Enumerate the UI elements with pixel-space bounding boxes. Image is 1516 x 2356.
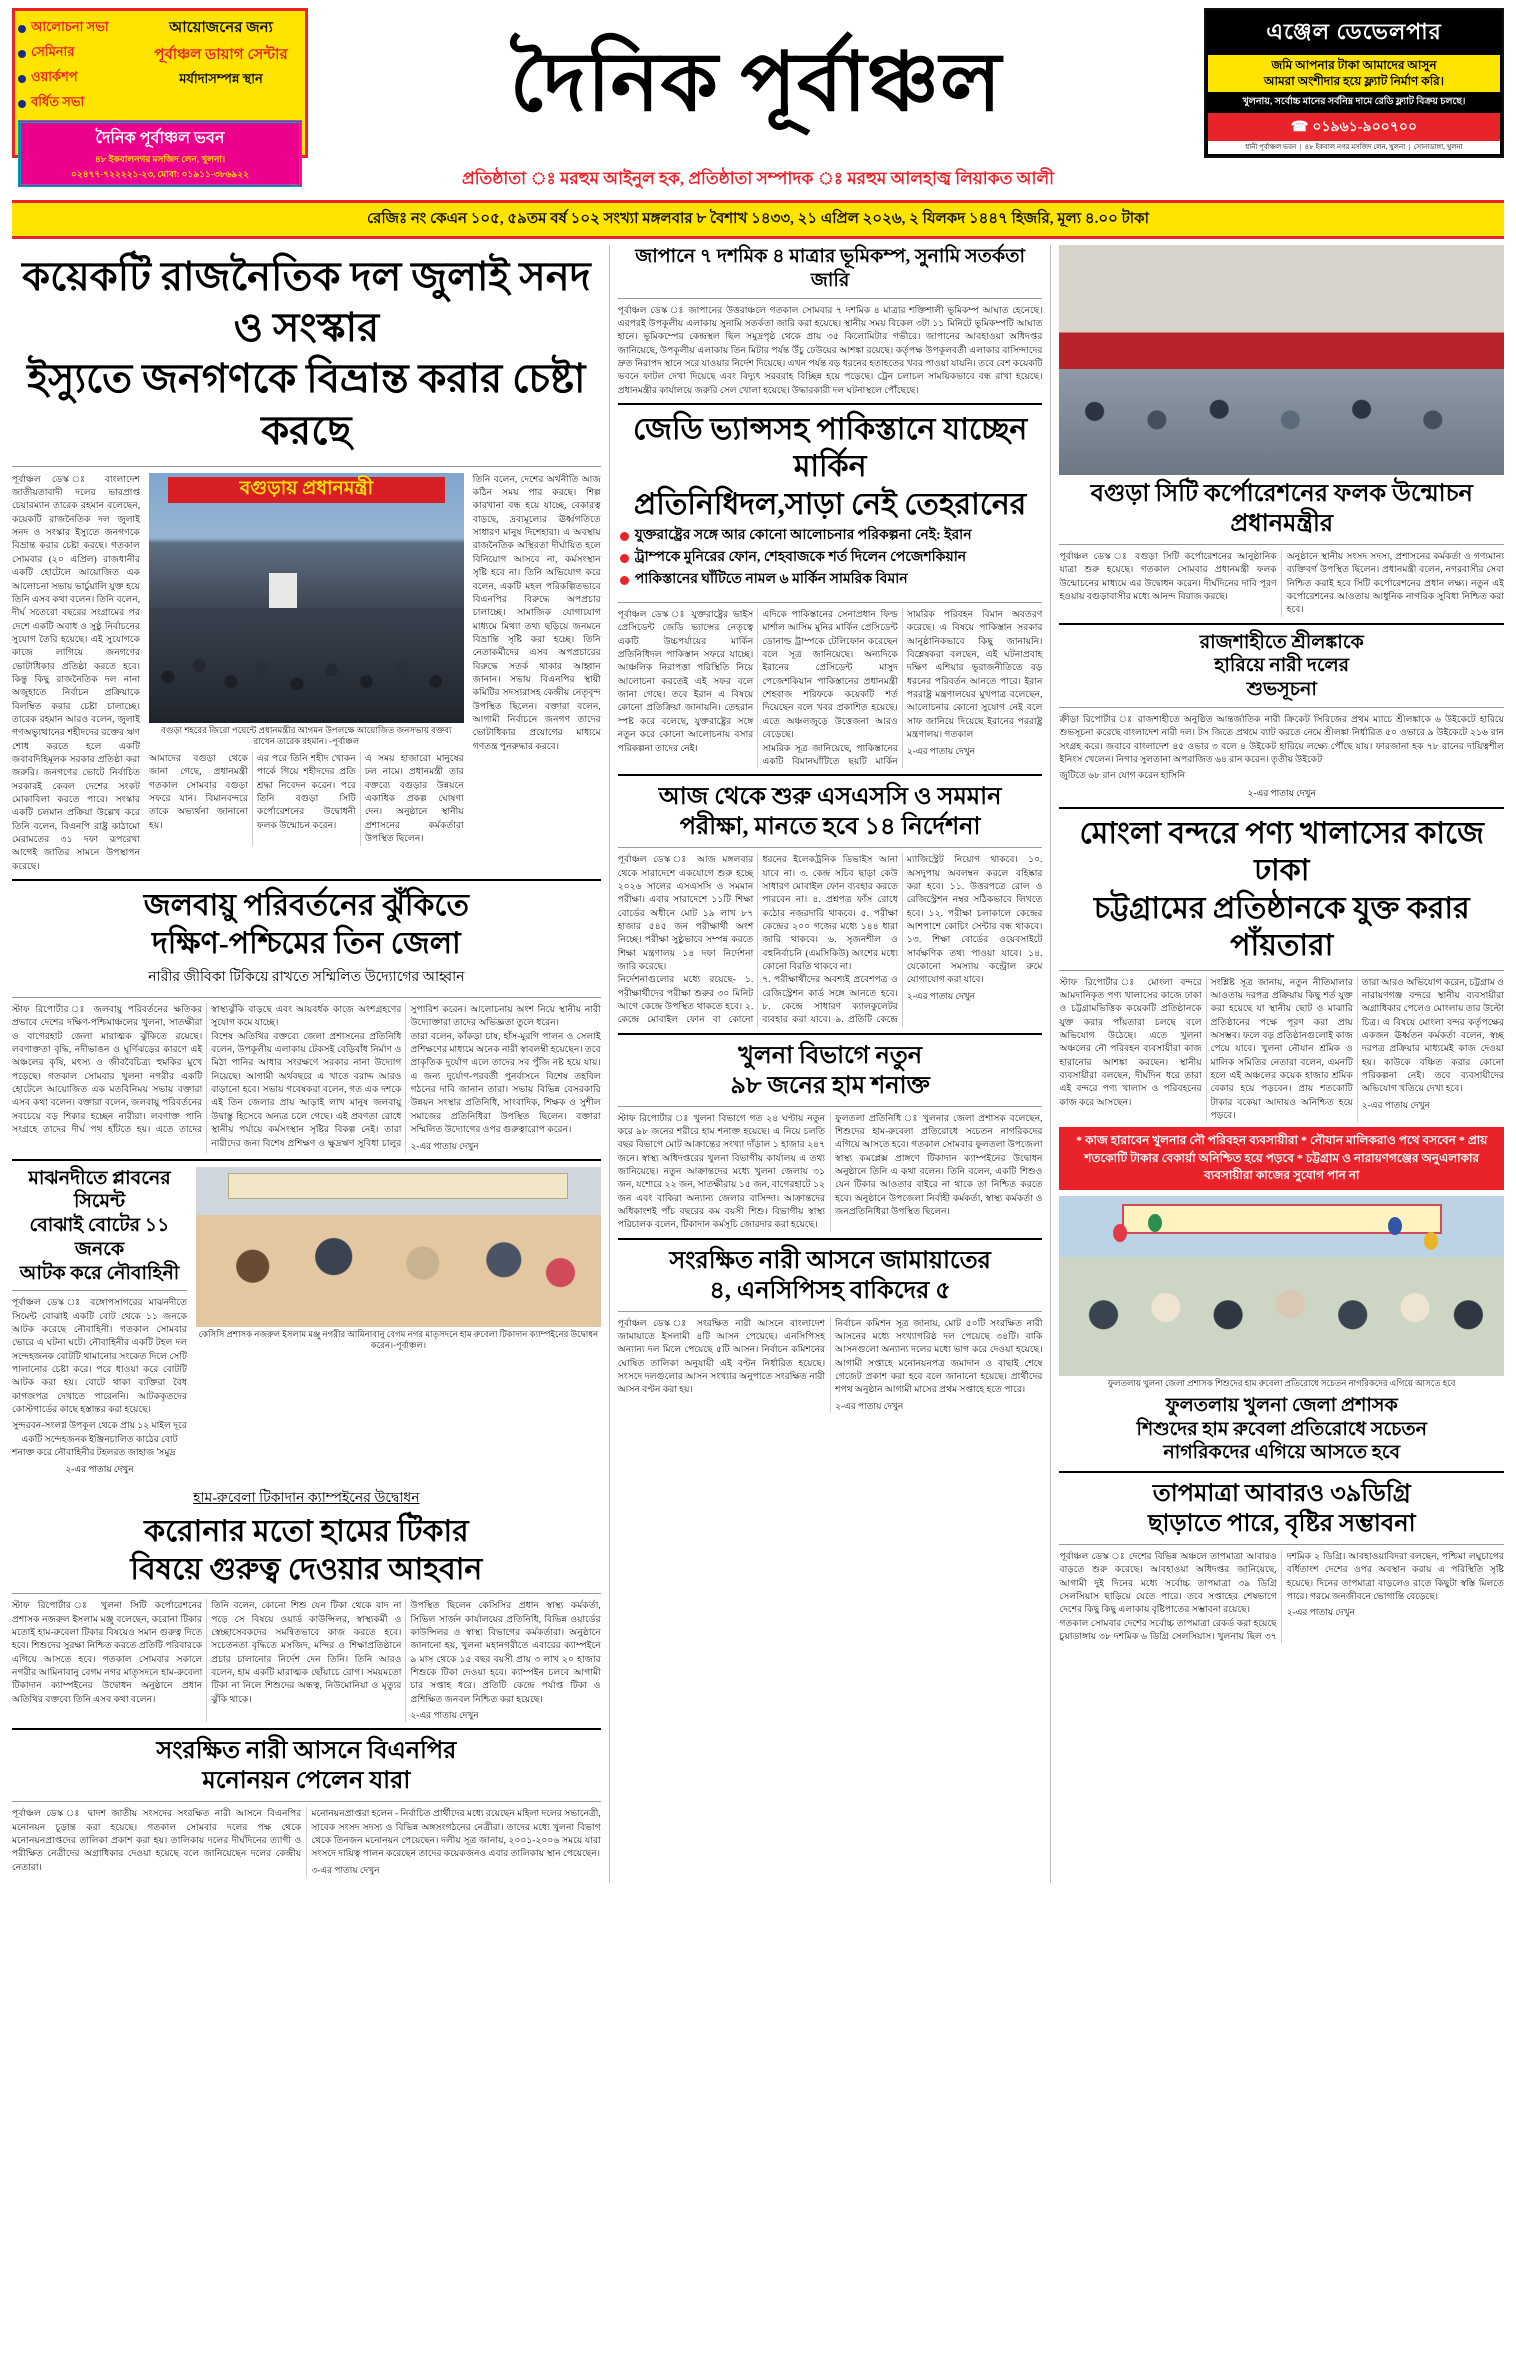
ad-right-black-line: খুলনায়, সর্বোচ্চ মানের সর্বনিম্ন দামে রেডি ফ্ল্যাট বিক্রয় চলছে। (1242, 97, 1466, 108)
lead-col2: তিনি বলেন, দেশের অর্থনীতি আজ কঠিন সময় পার করছে। শিল্প কারখানা বন্ধ হয়ে যাচ্ছে, বেকারত্ব বাড়ছে, দ্রব্যমূল্যের ঊর্ধ্বগতিতে সাধারণ মানুষ দিশেহারা। এ অবস্থায় রাজনৈতিক অস্থিরতা দীর্ঘায়িত হলে বিনিয়োগ আসবে না, কর্মসংস্থান সৃষ্টি হবে না। তিনি অভিযোগ করে বলেন, একটি মহল পরিকল্পিতভাবে বিএনপির বিরুদ্ধে অপপ্রচার চালাচ্ছে। সামাজিক যোগাযোগ মাধ্যমে মিথ্যা তথ্য ছড়িয়ে জনমনে বিভ্রান্তি সৃষ্টি করা হচ্ছে। তিনি নেতাকর্মীদের এসব অপপ্রচারের বিরুদ্ধে সতর্ক থাকার আহ্বান জানান। সভায় বিএনপির স্থায়ী কমিটির সদস্যরাসহ কেন্দ্রীয় নেতৃবৃন্দ উপস্থিত ছিলেন। বক্তারা বলেন, আগামী নির্বাচনে জনগণ তাদের ভোটাধিকার প্রয়োগের মাধ্যমে গণতন্ত্র পুনরুদ্ধার করবে। (472, 473, 601, 751)
rally-photo (149, 473, 464, 723)
rajshahi-headline-line3: শুভসূচনা (1246, 679, 1317, 701)
article-cement-row (12, 1167, 601, 1478)
divider (618, 1033, 1043, 1035)
ad-left-text-block (140, 14, 302, 118)
ncp-women-continuation: ২-এর পাতায় দেখুন (835, 1400, 904, 1411)
pakistan-col2: এদিকে পাকিস্তানের সেনাপ্রধান ফিল্ড মার্শাল আসিম মুনির মার্কিন প্রেসিডেন্ট ডোনাল্ড ট্রাম্পকে টেলিফোন করেছেন বলে সূত্র জানিয়েছে। অন্যদিকে ইরানের প্রেসিডেন্ট মাসুদ পেজেশকিয়ান পাকিস্তানের প্রধানমন্ত্রী শেহবাজ শরিফকে কয়েকটি শর্ত দিয়েছেন বলে খবর প্রকাশিত হয়েছে। এতে অঞ্চলজুড়ে উত্তেজনা আরও বেড়েছে। (762, 609, 898, 740)
vaccine-col3-text: উপস্থিত ছিলেন কেসিসির প্রধান স্বাস্থ্য কর্মকর্তা, সিভিল সার্জন কার্যালয়ের প্রতিনিধি, বিভিন্ন ওয়ার্ডের কাউন্সিলর ও স্বাস্থ্য বিভাগের কর্মকর্তারা। অনুষ্ঠানে জানানো হয়, খুলনা মহানগরীতে এবারের ক্যাম্পইনে ৯ মাস থেকে ১৫ বছর বয়সী প্রায় ৩ লাখ ২০ হাজার শিশুকে টিকা দেওয়া হবে। ক্যাম্পইন চলবে আগামী চার সপ্তাহ ধরে। প্রতিটি কেন্দ্রে পর্যাপ্ত টিকা ও প্রশিক্ষিত জনবল নিশ্চিত করা হয়েছে। (410, 1600, 601, 1704)
pakistan-col1: পূর্বাঞ্চল ডেস্ক ঃ যুক্তরাষ্ট্রের ভাইস প্রেসিডেন্ট জেডি ভ্যান্সের নেতৃত্বে একটি উচ্চপর্যায়ের মার্কিন প্রতিনিধিদল পাকিস্তান সফরে যাচ্ছে। আঞ্চলিক নিরাপত্তা পরিস্থিতি নিয়ে আলোচনা করতেই এই সফর বলে জানা গেছে। তবে ইরান এ বিষয়ে কোনো প্রতিক্রিয়া জানায়নি। তেহরান স্পষ্ট করে বলেছে, যুক্তরাষ্ট্রের সঙ্গে নতুন করে কোনো আলোচনায় বসার পরিকল্পনা তাদের নেই। (617, 609, 754, 753)
vaccine-continuation: ২-এর পাতায় দেখুন (410, 1710, 479, 1721)
article-climate (12, 887, 601, 1152)
divider (12, 1159, 601, 1161)
ssc-headline-line1: আজ থেকে শুরু এসএসসি ও সমমান (658, 784, 1002, 811)
lead-photo-block (149, 473, 464, 873)
climate-col2: বিশেষ অতিথির বক্তব্যে জেলা প্রশাসনের প্রতিনিধি বলেন, উপকূলীয় এলাকায় টেকসই বেড়িবাঁধ নির্মাণ ও মিঠা পানির আধার সংরক্ষণে সরকার নানা উদ্যোগ নিয়েছে। আগামী অর্থবছরে এ খাতে বরাদ্দ আরও বাড়ানো হবে। সভায় গবেষকরা বলেন, গত এক দশকে এই তিন জেলার প্রায় আড়াই লাখ মানুষ জলবায়ু উদ্বাস্তু হিসেবে অন্যত্র চলে গেছে। এই প্রবণতা রোধে স্থানীয় পর্যায়ে কর্মসংস্থান সৃষ্টির বিকল্প নেই। তারা নারীদের জন্য বিশেষ প্রশিক্ষণ ও ক্ষুদ্রঋণ সুবিধা চালুর সুপারিশ করেন। আলোচনায় অংশ নিয়ে স্থানীয় নারী উদ্যোক্তারা তাদের অভিজ্ঞতা তুলে ধরেন। (211, 1004, 601, 1148)
temperature-headline-line2: ছাড়াতে পারে, বৃষ্টির সম্ভাবনা (1147, 1511, 1416, 1538)
column-right (1059, 245, 1504, 1883)
fultala-headline-line1: ফুলতলায় খুলনা জেলা প্রশাসক (1165, 1394, 1398, 1416)
content-grid (12, 245, 1504, 1883)
ad-right-foot-right: সোনাডাঙ্গা, খুলনা (1413, 143, 1463, 152)
bogura-city-headline-line1: বগুড়া সিটি কর্পোরেশনের ফলক উন্মোচন প্রধানমন্ত্রীর (1090, 481, 1473, 537)
article-mongla (1059, 815, 1504, 1190)
article-lead (12, 245, 601, 873)
divider (12, 1593, 601, 1594)
lead-body-row (12, 473, 601, 873)
bnp-women-col2 (311, 1807, 600, 1876)
pakistan-bullet-label: ট্রাম্পকে মুনিরের ফোন, শেহবাজকে শর্ত দিলেন পেজেশকিয়ান (634, 550, 967, 566)
fultala-headline (1059, 1394, 1504, 1465)
bnp-women-headline-line1: সংরক্ষিত নারী আসনে বিএনপির (156, 1738, 457, 1765)
pakistan-bullet-item (620, 549, 1041, 568)
ad-left-footer-phone: ০২৪৭৭-৭২২২২১-২৩, মোবা: ০১৯১১-৩৮৬৯২২ (71, 169, 249, 179)
ad-right-yellow-line2: আমরা অংশীদার হয়ে ফ্ল্যাট নির্মাণ করি। (1263, 73, 1445, 88)
article-ssc (618, 782, 1043, 1026)
ad-right-phone-bar[interactable] (1208, 113, 1500, 141)
article-vaccine (12, 1483, 601, 1722)
cement-headline-line2: বোঝাই বোটের ১১ জনকে (29, 1215, 170, 1260)
ad-left-line1: আয়োজনের জন্য (169, 20, 273, 36)
bogura-city-body (1059, 550, 1504, 617)
ad-bullet-item (18, 18, 138, 39)
divider (12, 997, 601, 998)
pakistan-bullet-label: যুক্তরাষ্ট্রের সঙ্গে আর কোনো আলোচনার পরিকল্পনা নেই: ইরান (634, 528, 972, 544)
balloon-shape (1148, 1214, 1162, 1232)
date-registration-line: রেজিঃ নং কেএন ১০৫, ৫৯তম বর্ষ ১০২ সংখ্যা মঙ্গলবার ৮ বৈশাখ ১৪৩৩, ২১ এপ্রিল ২০২৬, ২ যিলকদ ১৪৪৭ হিজরি, মূল্য ৪.০০ টাকা (12, 200, 1504, 239)
ncp-women-col1: পূর্বাঞ্চল ডেস্ক ঃ সংরক্ষিত নারী আসনে বাংলাদেশ জামায়াতে ইসলামী ৪টি আসন পেয়েছে। এনসিপিসহ অন্যান্য দল মিলে পেয়েছে ৫টি আসন। নির্বাচন কমিশনের ঘোষিত তালিকা অনুযায়ী এই বণ্টন নির্ধারিত হয়েছে। সংসদে দলগুলোর আসন সংখ্যার অনুপাতে সংরক্ষিত নারী আসন বণ্টন করা হয়। (617, 1317, 826, 1395)
rajshahi-headline (1059, 631, 1504, 702)
article-khulna-measles (618, 1041, 1043, 1232)
lead-sub-col2: এর পরে তিনি শহীদ খোকন পার্কে গিয়ে শহীদদের প্রতি শ্রদ্ধা নিবেদন করেন। পরে তিনি বগুড়া সিটি কর্পোরেশনের উদ্বোধনী ফলক উন্মোচন করেন। (256, 753, 356, 830)
mongla-body (1059, 976, 1504, 1123)
ssc-col3-text: ৭. পরীক্ষার্থীদের অবশ্যই প্রবেশপত্র ও রেজিস্ট্রেশন কার্ড সঙ্গে আনতে হবে। ৮. কেন্দ্রে সাধারণ ক্যালকুলেটর ব্যবহার করা যাবে। ৯. প্রতিটি কেন্দ্রে ম্যাজিস্ট্রেট নিয়োগ থাকবে। ১০. অসদুপায় অবলম্বন করলে বহিষ্কার করা হবে। ১১. উত্তরপত্রে রোল ও রেজিস্ট্রেশন নম্বর সঠিকভাবে লিখতে হবে। ১২. পরীক্ষা চলাকালে কেন্দ্রের আশপাশে কোচিং সেন্টার বন্ধ থাকবে। ১৩. শিক্ষা বোর্ডের ওয়েবসাইটে সার্বক্ষণিক তথ্য পাওয়া যাবে। ১৪. যেকোনো সমস্যায় কন্ট্রোল রুমে যোগাযোগ করা যাবে। (762, 854, 1043, 1025)
ad-bullet-label: বর্ধিত সভা (31, 94, 85, 109)
temperature-headline-line1: তাপমাত্রা আবারও ৩৯ডিগ্রি (1152, 1481, 1411, 1508)
podium-photo-block (1059, 245, 1504, 617)
bnp-women-col2-text: মনোনয়নপ্রাপ্তরা হলেন - নির্বাচিত প্রার্থীদের মধ্যে রয়েছেন মহিলা দলের সভানেত্রী, সাবেক সংসদ সদস্য ও বিভিন্ন অঙ্গসংগঠনের নেত্রীরা। তাদের মধ্যে খুলনা বিভাগ থেকে তিনজন মনোনয়ন পেয়েছেন। দলীয় সূত্র জানায়, ২০০১-২০০৬ সময়ে যারা সংসদে দায়িত্ব পালন করেছেন তাদের কয়েকজনও এবার তালিকায় স্থান পেয়েছেন। (311, 1808, 601, 1859)
bnp-women-continuation: ৩-এর পাতায় দেখুন (311, 1864, 380, 1875)
ad-right-yellow-line1: জমি আপনার টাকা আমাদের আসুন (1271, 58, 1437, 72)
vaccine-body (12, 1599, 601, 1722)
temperature-continuation: ২-এর পাতায় দেখুন (1286, 1607, 1355, 1618)
article-japan (618, 245, 1043, 397)
bnp-women-headline (12, 1736, 601, 1796)
divider (618, 1311, 1043, 1312)
ad-right-yellow-block (1208, 55, 1500, 92)
divider (618, 1106, 1043, 1107)
balloon-shape (1388, 1217, 1402, 1235)
vaccine-col1: স্টাফ রিপোর্টার ঃ খুলনা সিটি কর্পোরেশনের প্রশাসক নজরুল ইসলাম মঞ্জু বলেছেন, করোনা টিকার মতোই হাম-রুবেলা টিকার বিষয়েও সমান গুরুত্ব দিতে হবে। শিশুদের সুরক্ষা নিশ্চিত করতে প্রতিটি পরিবারকে এগিয়ে আসতে হবে। গতকাল সোমবার সকালে নগরীর আমিনাবানু বেগম নগর মাতৃসদনে হাম-রুবেলা টিকাদান ক্যাম্পইনের উদ্বোধন অনুষ্ঠানে প্রধান অতিথির বক্তব্যে তিনি এসব কথা বলেন। (12, 1600, 203, 1704)
cement-headline-line3: আটক করে নৌবাহিনী (19, 1262, 180, 1284)
divider (12, 879, 601, 881)
pakistan-body (618, 608, 1043, 768)
ssc-headline (618, 782, 1043, 842)
ad-bullet-item (18, 43, 138, 64)
ad-left-top (18, 14, 302, 118)
japan-headline: জাপানে ৭ দশমিক ৪ মাত্রার ভূমিকম্প, সুনামি সতর্কতা জারি (635, 246, 1025, 291)
ncp-women-headline-line2: ৪, এনসিপিসহ বাকিদের ৫ (709, 1277, 951, 1304)
ad-bullet-item (18, 93, 138, 114)
ad-right-foot-mid: ৪৮ ইকবাল নগর মসজিদ লেন, খুলনা (1304, 143, 1406, 152)
ssc-continuation: ২-এর পাতায় দেখুন (906, 990, 976, 1001)
climate-continuation: ২-এর পাতায় দেখুন (410, 1140, 479, 1151)
ssc-body (618, 853, 1043, 1026)
lead-headline-line2: ইস্যুতে জনগণকে বিভ্রান্ত করার চেষ্টা করছে (27, 356, 586, 453)
fultala-photo-caption: ফুলতলায় খুলনা জেলা প্রশাসক শিশুদের হাম রুবেলা প্রতিরোধে সচেতন নাগরিকদের এগিয়ে আসতে হবে (1107, 1377, 1456, 1388)
divider (1059, 807, 1504, 809)
ncp-women-headline (618, 1246, 1043, 1306)
balloon-shape (1424, 1232, 1438, 1250)
lead-sub-col3: এ সময় হাজারো মানুষের ঢল নামে। প্রধানমন্ত্রী তার বক্তব্যে বগুড়ার উন্নয়নে একাধিক প্রকল্প ঘোষণা দেন। অনুষ্ঠানে স্থানীয় প্রশাসনের কর্মকর্তারা উপস্থিত ছিলেন। (364, 753, 464, 844)
article-pakistan (618, 411, 1043, 768)
cement-headline (12, 1167, 187, 1286)
divider (12, 1801, 601, 1802)
ad-left-footer-address: ৪৮ ইকবালনগর মসজিদ লেন, খুলনা। (94, 154, 226, 164)
lead-sub-col1: আমাদের বগুড়া থেকে জানা গেছে, প্রধানমন্ত্রী গতকাল সোমবার বগুড়া সফরে যান। বিমানবন্দরে তাকে অভ্যর্থনা জানানো হয়। (149, 753, 248, 830)
vaccine-photo-block (196, 1167, 601, 1478)
khulna-measles-headline-line1: খুলনা বিভাগে নতুন (738, 1042, 923, 1069)
ad-bullet-label: আলোচনা সভা (31, 19, 109, 34)
article-rajshahi (1059, 631, 1504, 801)
ad-left-footer-title: দৈনিক পূর্বাঞ্চল ভবন (95, 130, 225, 147)
crowd-shape (149, 608, 464, 723)
pakistan-headline-line2: প্রতিনিধিদল,সাড়া নেই তেহরানের (633, 487, 1027, 521)
ncp-women-headline-line1: সংরক্ষিত নারী আসনে জামায়াতের (669, 1247, 991, 1274)
climate-kicker: নারীর জীবিকা টিকিয়ে রাখতে সম্মিলিত উদ্যোগের আহ্বান (148, 970, 465, 986)
mongla-continuation: ২-এর পাতায় দেখুন (1361, 1099, 1431, 1110)
bnp-women-headline-line2: মনোনয়ন পেলেন যারা (202, 1768, 411, 1795)
climate-headline-line2: দক্ষিণ-পশ্চিমের তিন জেলা (151, 926, 461, 960)
cement-body: পূর্বাঞ্চল ডেস্ক ঃ বঙ্গোপসাগরের মাঝনদীতে সিমেন্ট বোঝাই একটি বোট থেকে ১১ জনকে আটক করেছে নৌবাহিনী। গতকাল সোমবার ভোরে এ ঘটনা ঘটে। নৌবাহিনীর একটি টহল দল সন্দেহজনক বোটটি থামানোর সংকেত দিলে সেটি পালানোর চেষ্টা করে। পরে ধাওয়া করে বোটটি আটক করা হয়। বোটে থাকা ব্যক্তিরা বৈধ কাগজপত্র দেখাতে পারেননি। আটককৃতদের কোস্টগার্ডের কাছে হস্তান্তর করা হয়েছে। (12, 1297, 187, 1415)
ad-right-phone: ০১৯৬১-৯০০৭০০ (1312, 120, 1418, 136)
ad-bullet-label: সেমিনার (31, 44, 75, 59)
ncp-women-body (618, 1317, 1043, 1413)
divider (1059, 623, 1504, 625)
pakistan-bullet-label: পাকিস্তানের ঘাঁটিতে নামল ৬ মার্কিন সামরিক বিমান (634, 572, 908, 588)
rajshahi-headline-line1: রাজশাহীতে শ্রীলঙ্কাকে (1199, 631, 1364, 653)
ad-right-title: এঞ্জেল ডেভেলপার (1266, 19, 1442, 44)
pakistan-headline (618, 411, 1043, 524)
lead-headline-line1: কয়েকটি রাজনৈতিক দল জুলাই সনদ ও সংস্কার (22, 254, 591, 351)
vaccine-col2: তিনি বলেন, কোনো শিশু যেন টিকা থেকে বাদ না পড়ে সে বিষয়ে ওয়ার্ড কাউন্সিলর, স্বাস্থ্যকর্মী ও স্বেচ্ছাসেবকদের সমন্বিতভাবে কাজ করতে হবে। সচেতনতা বৃদ্ধিতে মসজিদ, মন্দির ও শিক্ষাপ্রতিষ্ঠানে প্রচার চালানোর নির্দেশ দেন তিনি। তিনি আরও বলেন, হাম একটি মারাত্মক ছোঁয়াচে রোগ। সময়মতো টিকা না নিলে শিশুদের অন্ধত্ব, নিউমোনিয়া ও মৃত্যুর ঝুঁকি থাকে। (211, 1600, 402, 1704)
mongla-col2: সংশ্লিষ্ট সূত্র জানায়, নতুন নীতিমালার আওতায় দরপত্র প্রক্রিয়ায় কিছু শর্ত যুক্ত করা হয়েছে যা স্থানীয় ছোট ও মাঝারি প্রতিষ্ঠানের পক্ষে পূরণ করা প্রায় অসম্ভব। ফলে বড় প্রতিষ্ঠানগুলোই কাজ পেয়ে যাবে। খুলনা নৌযান শ্রমিক ও মালিক সমিতির নেতারা বলেন, এমনটি হলে এই অঞ্চলের কয়েক হাজার শ্রমিক বেকার হয়ে পড়বেন। প্রায় শতকোটি টাকার বকেয়া আদায়ও অনিশ্চিত হয়ে পড়বে। (1210, 976, 1353, 1121)
column-divider (609, 245, 610, 1883)
mongla-col3 (1362, 976, 1504, 1112)
rajshahi-continuation: ২-এর পাতায় দেখুন (1247, 787, 1316, 798)
fultala-headline-line3: নাগরিকদের এগিয়ে আসতে হবে (1163, 1442, 1401, 1464)
vaccination-photo (196, 1167, 601, 1327)
climate-col3 (410, 1030, 600, 1153)
rally-photo-banner: বগুড়ায় প্রধানমন্ত্রী (168, 477, 445, 503)
bnp-women-col1: পূর্বাঞ্চল ডেস্ক ঃ দ্বাদশ জাতীয় সংসদের সংরক্ষিত নারী আসনে বিএনপির মনোনয়ন চূড়ান্ত করা হয়েছে। গতকাল সোমবার দলের পক্ষ থেকে মনোনয়নপ্রাপ্তদের তালিকা প্রকাশ করা হয়। তালিকায় দলের দীর্ঘদিনের ত্যাগী ও পরীক্ষিত নেত্রীদের অগ্রাধিকার দেওয়া হয়েছে বলে জানিয়েছেন দলের কেন্দ্রীয় নেতারা। (12, 1808, 302, 1872)
mongla-headline-line2: চট্টগ্রামের প্রতিষ্ঠানকে যুক্ত করার পাঁয়তারা (1093, 891, 1470, 963)
mongla-col1: স্টাফ রিপোর্টার ঃ মোংলা বন্দরে আমদানিকৃত পণ্য খালাসের কাজে ঢাকা ও চট্টগ্রামভিত্তিক কয়েকটি প্রতিষ্ঠানকে যুক্ত করার পাঁয়তারা চলছে বলে অভিযোগ উঠেছে। এতে খুলনা অঞ্চলের নৌ পরিবহন ব্যবসায়ীরা কাজ হারানোর আশঙ্কা করছেন। স্থানীয় ব্যবসায়ীরা বলছেন, দীর্ঘদিন ধরে তারা এই বন্দরে পণ্য খালাস ও পরিবহনের কাজ করে আসছেন। (1059, 976, 1202, 1107)
ad-left-footer (18, 120, 302, 187)
vaccine-headline (12, 1513, 601, 1588)
article-cement (12, 1167, 187, 1478)
vaccine-kicker: হাম-রুবেলা টিকাদান ক্যাম্পইনের উদ্বোধন (193, 1491, 420, 1507)
climate-col1: স্টাফ রিপোর্টার ঃ জলবায়ু পরিবর্তনের ক্ষতিকর প্রভাবে দেশের দক্ষিণ-পশ্চিমাঞ্চলের খুলনা, সাতক্ষীরা ও বাগেরহাট জেলা মারাত্মক ঝুঁকিতে রয়েছে। লবণাক্ততা বৃদ্ধি, নদীভাঙন ও ঘূর্ণিঝড়ের কারণে এই অঞ্চলের কৃষি, মৎস্য ও জীববৈচিত্র্য হুমকির মুখে পড়েছে। গতকাল সোমবার খুলনা নগরীর একটি হোটেলে আয়োজিত এক মতবিনিময় সভায় বক্তারা এসব কথা বলেন। বক্তারা বলেন, জলবায়ু পরিবর্তনের সবচেয়ে বড় শিকার হচ্ছেন নারীরা। লবণাক্ত পানি সংগ্রহে তাদের দীর্ঘ পথ হাঁটতে হয়। এতে তাদের স্বাস্থ্যঝুঁকি বাড়ছে এবং আয়বর্ধক কাজে অংশগ্রহণের সুযোগ কমে যাচ্ছে। (12, 1004, 402, 1135)
pakistan-continuation: ২-এর পাতায় দেখুন (906, 745, 976, 756)
pakistan-bullet-list (618, 523, 1043, 597)
column-middle (618, 245, 1043, 1883)
temperature-headline (1059, 1479, 1504, 1539)
ad-right-foot-left: ধানী পূর্বাঞ্চল ভবন (1245, 143, 1297, 152)
cement-headline-line1: মাঝনদীতে প্লাবনের সিমেন্ট (28, 1167, 171, 1213)
column-divider (1050, 245, 1051, 1883)
bogura-city-col2: অনুষ্ঠানে স্থানীয় সংসদ সদস্য, প্রশাসনের কর্মকর্তা ও গণ্যমান্য ব্যক্তিবর্গ উপস্থিত ছিলেন। প্রধানমন্ত্রী বলেন, নগরবাসীর সেবা নিশ্চিত করাই হবে সিটি কর্পোরেশনের প্রধান লক্ষ্য। নতুন এই কর্পোরেশনের আওতায় আধুনিক নাগরিক সুবিধা নিশ্চিত করা হবে। (1286, 551, 1504, 615)
ad-bullet-item (18, 68, 138, 89)
ad-right-box[interactable] (1204, 8, 1504, 158)
vaccine-headline-line1: করোনার মতো হামের টিকার (144, 1515, 469, 1549)
pakistan-headline-line1: জেডি ভ্যান্সসহ পাকিস্তানে যাচ্ছেন মার্কিন (632, 412, 1028, 484)
divider (1059, 970, 1504, 971)
pm-plaque-photo (1059, 245, 1504, 475)
divider (1059, 544, 1504, 545)
khulna-measles-headline-line2: ৯৮ জনের হাম শনাক্ত (730, 1072, 930, 1099)
fultala-headline-line2: শিশুদের হাম রুবেলা প্রতিরোধে সচেতন (1136, 1418, 1427, 1440)
climate-body (12, 1003, 601, 1152)
divider (618, 298, 1043, 299)
mongla-headline (1059, 815, 1504, 965)
divider (12, 1290, 187, 1291)
mongla-headline-line1: মোংলা বন্দরে পণ্য খালাসের কাজে ঢাকা (1079, 816, 1484, 888)
ssc-headline-line2: পরীক্ষা, মানতে হবে ১৪ নির্দেশনা (679, 814, 981, 841)
temperature-body (1059, 1550, 1504, 1643)
photo-banner-shape (228, 1173, 568, 1199)
bogura-city-headline (1059, 479, 1504, 539)
japan-body: পূর্বাঞ্চল ডেস্ক ঃ জাপানের উত্তরাঞ্চলে গতকাল সোমবার ৭ দশমিক ৪ মাত্রার শক্তিশালী ভূমিকম্প আঘাত হেনেছে। এরপরই উপকূলীয় এলাকায় সুনামি সতর্কতা জারি করা হয়েছে। স্থানীয় সময় বিকেল ৩টা ১১ মিনিটে ভূমিকম্পটি আঘাত হানে। ভূমিকম্পের কেন্দ্রস্থল ছিল সমুদ্রপৃষ্ঠ থেকে প্রায় ৩৫ কিলোমিটার গভীরে। জাপানের আবহাওয়া অধিদপ্তর জানিয়েছে, উপকূলীয় এলাকায় তিন মিটার পর্যন্ত উঁচু ঢেউয়ের আশঙ্কা রয়েছে। কর্তৃপক্ষ উপকূলবর্তী এলাকার বাসিন্দাদের দ্রুত নিরাপদ স্থানে সরে যাওয়ার নির্দেশ দিয়েছে। এখন পর্যন্ত বড় ধরনের হতাহতের খবর পাওয়া যায়নি। তবে বেশ কয়েকটি ভবনে ফাটল দেখা দিয়েছে এবং বিদ্যুৎ সরবরাহ বিচ্ছিন্ন হয়ে পড়েছে। ট্রেন চলাচল সাময়িকভাবে বন্ধ রাখা হয়েছে। প্রধানমন্ত্রীর কার্যালয়ে জরুরি সেল খোলা হয়েছে। উদ্ধারকারী দল ঘটনাস্থলে পৌঁছেছে। (617, 304, 1043, 395)
mongla-promo-strip: * কাজ হারাবেন খুলনার নৌ পরিবহন ব্যবসায়ীরা * নৌযান মালিকরাও পথে বসবেন * প্রায় শতকোটি টাকার বেকার্য়া অনিশ্চিত হয়ে পড়বে * চট্টগ্রাম ও নারায়ণগঞ্জের অনুএলাকার ব্যবসায়ীরা কাজের সুযোগ পান না (1059, 1127, 1504, 1189)
divider (618, 774, 1043, 776)
vaccine-headline-line2: বিষয়ে গুরুত্ব দেওয়ার আহবান (130, 1552, 483, 1586)
phone-icon: ☎ (1290, 119, 1309, 135)
temperature-col2-text: গতকাল সোমবার দেশের সর্বোচ্চ তাপমাত্রা রেকর্ড করা হয়েছে চুয়াডাঙ্গায় ৩৮ দশমিক ৬ ডিগ্রি সেলসিয়াস। খুলনায় ছিল ৩৭ দশমিক ২ ডিগ্রি। আবহাওয়াবিদরা বলছেন, পশ্চিমা লঘুচাপের বর্ধিতাংশ দেশের ওপর অবস্থান করায় এ পরিস্থিতি সৃষ্টি হয়েছে। দিনের তাপমাত্রা বাড়লেও রাতে কিছুটা স্বস্তি মিলতে পারে। গরমে জনজীবনে ভোগান্তি বেড়েছে। (1059, 1551, 1504, 1642)
divider (618, 1238, 1043, 1240)
nameplate (314, 8, 1198, 158)
ad-right-footer: ধানী পূর্বাঞ্চল ভবন | ৪৮ ইকবাল নগর মসজিদ লেন, খুলনা | সোনাডাঙ্গা, খুলনা (1208, 141, 1500, 154)
ad-left-box[interactable] (12, 8, 308, 179)
ssc-col1: পূর্বাঞ্চল ডেস্ক ঃ আজ মঙ্গলবার থেকে সারাদেশে একযোগে শুরু হচ্ছে ২০২৬ সালের এসএসসি ও সমমান পরীক্ষা। এবার সারাদেশে ১১টি শিক্ষা বোর্ডের অধীনে মোট ১৯ লাখ ৮৭ হাজার ৫৪৫ জন পরীক্ষার্থী অংশ নিচ্ছে। পরীক্ষা সুষ্ঠুভাবে সম্পন্ন করতে শিক্ষা মন্ত্রণালয় ১৪ দফা নির্দেশনা জারি করেছে। (617, 854, 754, 971)
ncp-women-col2 (835, 1317, 1042, 1413)
divider (1059, 1471, 1504, 1473)
newspaper-title: দৈনিক পূর্বাঞ্চল (509, 37, 1003, 128)
lead-col1: পূর্বাঞ্চল ডেস্ক ঃ বাংলাদেশ জাতীয়তাবাদী দলের ভারপ্রাপ্ত চেয়ারম্যান তারেক রহমান বলেছেন, কয়েকটি রাজনৈতিক দল জুলাই সনদ ও সংস্কার ইস্যুতে জনগণকে বিভ্রান্ত করার চেষ্টা করছে। গতকাল সোমবার (২০ এপ্রিল) রাজধানীর একটি হোটেলে আয়োজিত এক আলোচনা সভায় ভার্চুয়ালি যুক্ত হয়ে তিনি এসব কথা বলেন। তিনি বলেন, দীর্ঘ সতেরো বছরের সংগ্রামের পর দেশে একটি অবাধ ও সুষ্ঠু নির্বাচনের সুযোগ তৈরি হয়েছে। এই সুযোগকে কাজে লাগিয়ে জনগণের ভোটাধিকার প্রতিষ্ঠা করতে হবে। কিন্তু কিছু রাজনৈতিক দল নানা অজুহাতে নির্বাচন প্রক্রিয়াকে বিলম্বিত করার চেষ্টা চালাচ্ছে। তারেক রহমান আরও বলেন, জুলাই গণঅভ্যুত্থানের শহীদদের রক্তের ঋণ শোধ করতে হলে একটি জবাবদিহিমূলক সরকার প্রতিষ্ঠা করা জরুরি। জনগণের ভোটে নির্বাচিত সরকারই কেবল দেশের সংকট মোকাবিলা করতে পারে। সংস্কার একটি চলমান প্রক্রিয়া উল্লেখ করে তিনি বলেন, বিএনপি রাষ্ট্র কাঠামো মেরামতের ৩১ দফা রূপরেখা আগেই জাতির সামনে উপস্থাপন করেছে। (12, 473, 140, 871)
ncp-women-col2-text: নির্বাচন কমিশন সূত্র জানায়, মোট ৫০টি সংরক্ষিত নারী আসনের মধ্যে সংখ্যাগরিষ্ঠ দল পেয়েছে ৩৪টি। বাকি আসনগুলো অন্যান্য দলের মধ্যে ভাগ করে দেওয়া হয়েছে। আগামী সপ্তাহে মনোনয়নপত্র জমাদান ও বাছাই শেষে গেজেট প্রকাশ করা হবে বলে জানানো হয়েছে। প্রার্থীদের শপথ অনুষ্ঠান আগামী মাসের প্রথম সপ্তাহে হতে পারে। (835, 1317, 1043, 1395)
founder-line: প্রতিষ্ঠাতা ঃ মরহুম আইনুল হক, প্রতিষ্ঠাতা সম্পাদক ঃ মরহুম আলহাজ্ব লিয়াকত আলী (462, 169, 1054, 188)
rajshahi-body: ক্রীড়া রিপোর্টার ঃ রাজশাহীতে অনুষ্ঠিত আন্তর্জাতিক নারী ক্রিকেট সিরিজের প্রথম ম্যাচে শ্রীলঙ্কাকে ৬ উইকেটে হারিয়ে শুভসূচনা করেছে বাংলাদেশ নারী দল। টস জিতে প্রথমে ব্যাট করতে নেমে শ্রীলঙ্কা নির্ধারিত ৫০ ওভারে ৯ উইকেটে ২১৬ রান সংগ্রহ করে। জবাবে বাংলাদেশ ৪৫ ওভার ৩ বলে ৪ উইকেট হারিয়ে লক্ষ্যে পৌঁছে যায়। ফারজানা হক ৭৮ রানের দায়িত্বশীল ইনিংস খেলেন। নিগার সুলতানা অপরাজিত ৬৪ রান করেন। তৃতীয় উইকেট (1059, 713, 1504, 764)
rally-photo-caption: বগুড়া শহরের জিরো পয়েন্টে প্রধানমন্ত্রীর আগমন উপলক্ষে আয়োজিত জনসভায় বক্তব্য রাখেন তারেক রহমান। -পূর্বাঞ্চল (161, 724, 452, 746)
ad-bullet-label: ওয়ার্কশপ (31, 69, 78, 84)
ad-left-line2: পূর্বাঞ্চল ডায়াগ সেন্টার (154, 47, 288, 63)
lead-sub-body (149, 752, 464, 845)
divider (618, 403, 1043, 405)
rajshahi-headline-line2: হারিয়ে নারী দলের (1214, 655, 1350, 677)
lead-headline (12, 245, 601, 467)
photo-banner-shape (1122, 1204, 1442, 1234)
khulna-measles-col2: ফুলতলা প্রতিনিধি ঃ খুলনার জেলা প্রশাসক বলেছেন, শিশুদের হাম-রুবেলা প্রতিরোধে সচেতন নাগরিকদের এগিয়ে আসতে হবে। গতকাল সোমবার ফুলতলা উপজেলা স্বাস্থ্য কমপ্লেক্স প্রাঙ্গণে টিকাদান ক্যাম্পইনের উদ্বোধন অনুষ্ঠানে তিনি এ কথা বলেন। তিনি বলেন, একটি শিশুও যেন টিকার আওতার বাইরে না থাকে তা নিশ্চিত করতে হবে। অনুষ্ঠানে উপজেলা নির্বাহী কর্মকর্তা, স্বাস্থ্য কর্মকর্তা ও জনপ্রতিনিধিরা উপস্থিত ছিলেন। (835, 1112, 1043, 1217)
cement-continuation: ২-এর পাতায় দেখুন (65, 1464, 134, 1475)
ad-left-line3: মর্যাদাসম্পন্ন স্থান (179, 71, 263, 86)
pakistan-bullet-item (620, 571, 1041, 590)
group-photo-block (1059, 1196, 1504, 1465)
climate-col3-text: তারা বলেন, কাঁকড়া চাষ, হাঁস-মুরগি পালন ও সেলাই প্রশিক্ষণের মাধ্যমে অনেক নারী স্বাবলম্বী হয়েছেন। তবে প্রাকৃতিক দুর্যোগ এলে তাদের সব পুঁজি নষ্ট হয়ে যায়। এ জন্য দুর্যোগ-পরবর্তী পুনর্বাসনে বিশেষ তহবিল গঠনের দাবি জানান তারা। সভায় বিভিন্ন বেসরকারি উন্নয়ন সংস্থার প্রতিনিধি, সাংবাদিক, শিক্ষক ও সুশীল সমাজের প্রতিনিধিরা উপস্থিত ছিলেন। বক্তারা সম্মিলিত উদ্যোগের ওপর গুরুত্বারোপ করেন। (410, 1030, 601, 1135)
ad-left-bullet-list (18, 14, 138, 118)
divider (1059, 707, 1504, 708)
khulna-measles-body (618, 1112, 1043, 1232)
climate-headline-line1: জলবায়ু পরিবর্তনের ঝুঁকিতে (143, 889, 469, 923)
divider (618, 602, 1043, 603)
article-bnp-women (12, 1736, 601, 1876)
column-left (12, 245, 601, 1883)
divider (618, 847, 1043, 848)
pakistan-col3-text: সামরিক সূত্র জানিয়েছে, পাকিস্তানের একটি বিমানঘাঁটিতে ছয়টি মার্কিন সামরিক পরিবহন বিমান অবতরণ করেছে। এ বিষয়ে পাকিস্তান সরকার আনুষ্ঠানিকভাবে কিছু জানায়নি। বিশ্লেষকরা বলছেন, এই ঘটনাপ্রবাহ দক্ষিণ এশিয়ার ভূরাজনীতিতে বড় ধরনের পরিবর্তন আনতে পারে। ইরান পররাষ্ট্র মন্ত্রণালয়ের মুখপাত্র বলেছেন, আলোচনার কোনো সুযোগ নেই বলে সাফ জানিয়ে দিয়েছে ইরানের পররাষ্ট্র মন্ত্রণালয়। গতকাল (762, 609, 1043, 766)
divider (1059, 1544, 1504, 1545)
vaccine-col3 (410, 1599, 600, 1722)
balloon-shape (1113, 1224, 1127, 1242)
fultala-campaign-photo (1059, 1196, 1504, 1376)
temperature-col1: পূর্বাঞ্চল ডেস্ক ঃ দেশের বিভিন্ন অঞ্চলে তাপমাত্রা আবারও বাড়তে শুরু করেছে। আবহাওয়া অধিদপ্তর জানিয়েছে, আগামী দুই দিনের মধ্যে সর্বোচ্চ তাপমাত্রা ৩৯ ডিগ্রি সেলসিয়াস ছাড়িয়ে যেতে পারে। তবে সপ্তাহের শেষভাগে দেশের কিছু কিছু এলাকায় বৃষ্টিপাতের সম্ভাবনা রয়েছে। (1059, 1551, 1277, 1615)
bogura-city-col1: পূর্বাঞ্চল ডেস্ক ঃ বগুড়া সিটি কর্পোরেশনের আনুষ্ঠানিক যাত্রা শুরু হয়েছে। গতকাল সোমবার প্রধানমন্ত্রী ফলক উন্মোচনের মাধ্যমে এর উদ্বোধন করেন। দীর্ঘদিনের দাবি পূরণ হওয়ায় বগুড়াবাসীর মধ্যে আনন্দ বিরাজ করছে। (1059, 551, 1277, 602)
article-ncp-women (618, 1246, 1043, 1413)
khulna-measles-col1: স্টাফ রিপোর্টার ঃ খুলনা বিভাগে গত ২৪ ঘণ্টায় নতুন করে ৯৮ জনের শরীরে হাম শনাক্ত হয়েছে। এ নিয়ে চলতি বছর বিভাগে মোট আক্রান্তের সংখ্যা দাঁড়াল ১ হাজার ২৪৭ জনে। স্বাস্থ্য অধিদপ্তরের খুলনা বিভাগীয় কার্যালয় এ তথ্য জানিয়েছে। নতুন আক্রান্তদের মধ্যে খুলনা জেলায় ৩১ জন, যশোরে ২২ জন, সাতক্ষীরায় ১৫ জন, বাগেরহাটে ১২ জন এবং বাকিরা অন্যান্য জেলার বাসিন্দা। আক্রান্তদের অধিকাংশই পাঁচ বছরের কম বয়সী শিশু। বিভাগীয় স্বাস্থ্য পরিচালক বলেন, টিকাদান কর্মসূচি জোরদার করা হয়েছে। (617, 1112, 826, 1230)
vaccination-photo-caption: কেসিসি প্রশাসক নজরুল ইসলাম মঞ্জু নগরীর আমিনাবানু বেগম নগর মাতৃসদনে হাম রুবেলা টিকাদান ক্যাম্পইনের উদ্বোধন করেন।-পূর্বাঞ্চল। (198, 1328, 599, 1350)
article-temperature (1059, 1479, 1504, 1643)
climate-headline (12, 887, 601, 962)
pakistan-bullet-item (620, 527, 1041, 546)
ssc-col2: নির্দেশনাগুলোর মধ্যে রয়েছে- ১. পরীক্ষার্থীদের পরীক্ষা শুরুর ৩০ মিনিট আগে কেন্দ্রে উপস্থিত থাকতে হবে। ২. কেন্দ্রে মোবাইল ফোন বা কোনো ধরনের ইলেকট্রনিক ডিভাইস আনা যাবে না। ৩. কেন্দ্র সচিব ছাড়া কেউ সাধারণ মোবাইল ফোন ব্যবহার করতে পারবেন না। ৪. প্রশ্নপত্র ফাঁস রোধে কঠোর নজরদারি থাকবে। ৫. পরীক্ষা কেন্দ্রের ২০০ গজের মধ্যে ১৪৪ ধারা জারি থাকবে। ৬. সৃজনশীল ও বহুনির্বাচনি (এমসিকিউ) অংশের মধ্যে কোনো বিরতি থাকবে না। (617, 854, 898, 1025)
bnp-women-body (12, 1807, 601, 1876)
mongla-col3-text: তারা আরও অভিযোগ করেন, চট্টগ্রাম ও নারায়ণগঞ্জ বন্দরে স্থানীয় ব্যবসায়ীরা অগ্রাধিকার পেলেও মোংলায় তার উল্টো চিত্র। এ বিষয়ে মোংলা বন্দর কর্তৃপক্ষের একজন ঊর্ধ্বতন কর্মকর্তা বলেন, স্বচ্ছ দরপত্র প্রক্রিয়ার মাধ্যমেই কাজ দেওয়া হয়। কাউকে বঞ্চিত করার কোনো পরিকল্পনা নেই। তবে ব্যবসায়ীদের অভিযোগ খতিয়ে দেখা হবে। (1361, 976, 1504, 1094)
rajshahi-body-extra: জুটিতে ৬৮ রান যোগ করেন হাসিনি (1059, 770, 1186, 781)
cement-body2: সুন্দরবন-সংলগ্ন উপকূল থেকে প্রায় ১২ মাইল দূরে একটি সন্দেহজনক ইঞ্জিনচালিত কাঠের বোট শনাক্ত করে নৌবাহিনীর টহলরত জাহাজ 'সমুদ্র (12, 1420, 187, 1458)
divider (12, 1728, 601, 1730)
khulna-measles-headline (618, 1041, 1043, 1101)
